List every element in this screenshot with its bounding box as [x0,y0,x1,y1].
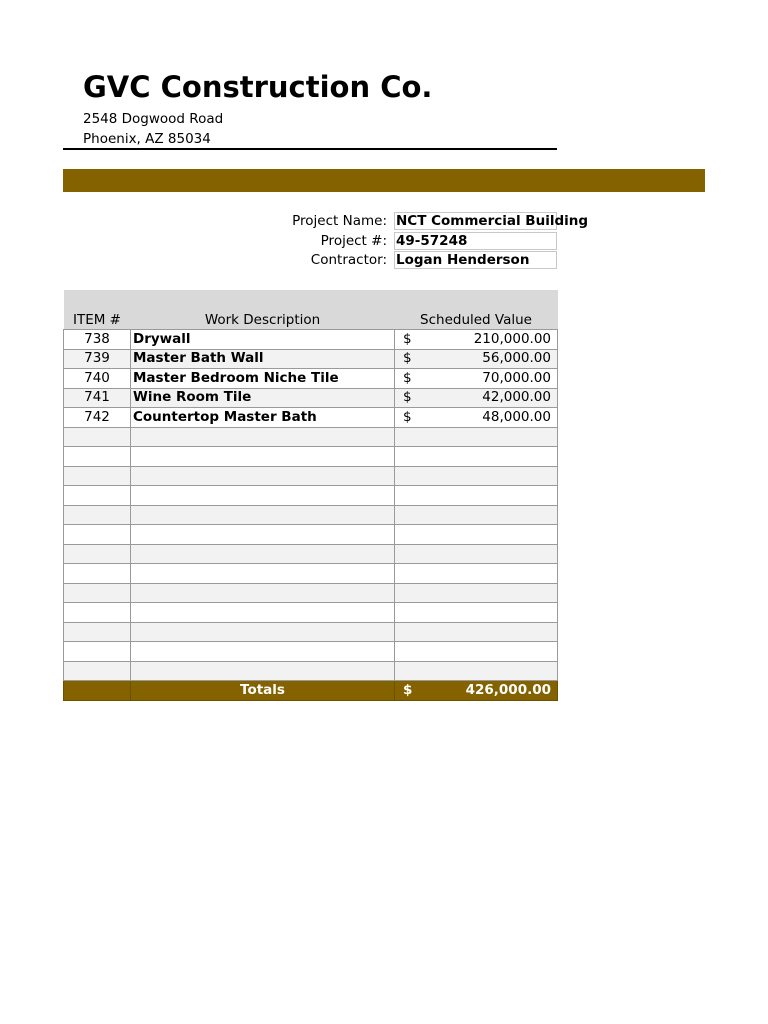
totals-value-cell[interactable] [395,681,558,701]
scheduled-value-cell[interactable] [395,642,558,662]
work-description-cell[interactable] [131,603,395,623]
contractor-label: Contractor: [310,252,387,268]
scheduled-value-cell[interactable] [395,330,558,350]
scheduled-value-cell[interactable] [395,603,558,623]
work-description-cell[interactable] [131,544,395,564]
item-number-cell[interactable] [64,661,131,681]
item-number-cell[interactable] [64,564,131,584]
table-row-empty [64,505,558,525]
work-description-cell[interactable]: Drywall [131,330,395,350]
amount: 210,000.00 [473,330,551,347]
table-row-empty [64,427,558,447]
scheduled-value-cell[interactable] [395,486,558,506]
company-name: GVC Construction Co. [83,70,433,104]
work-description-cell[interactable] [131,525,395,545]
table-body [64,330,558,701]
table-row [64,349,558,369]
table-row-empty [64,447,558,467]
table-row-empty [64,525,558,545]
amount: 56,000.00 [482,350,551,367]
column-header-value: Scheduled Value [395,290,558,330]
accent-banner [63,169,705,192]
scheduled-value-cell[interactable] [395,427,558,447]
scheduled-value-cell[interactable] [395,369,558,389]
work-description-cell[interactable] [131,622,395,642]
work-description-cell[interactable]: Master Bedroom Niche Tile [131,369,395,389]
table-row [64,388,558,408]
scheduled-value-cell[interactable] [395,408,558,428]
currency-symbol: $ [403,369,412,386]
scheduled-value-cell[interactable] [395,564,558,584]
address-line-2: Phoenix, AZ 85034 [83,131,211,147]
column-header-description: Work Description [131,290,395,330]
work-description-cell[interactable] [131,583,395,603]
scheduled-value-cell[interactable] [395,447,558,467]
table-row [64,369,558,389]
amount: 426,000.00 [465,681,551,698]
totals-row [64,681,558,701]
item-number-cell[interactable] [64,583,131,603]
scheduled-value-cell[interactable] [395,583,558,603]
table-row-empty [64,466,558,486]
table-row [64,408,558,428]
currency-symbol: $ [403,330,412,347]
amount: 42,000.00 [482,389,551,406]
table-row-empty [64,486,558,506]
item-number-cell[interactable] [64,447,131,467]
item-number-cell[interactable] [64,642,131,662]
work-description-cell[interactable]: Master Bath Wall [131,349,395,369]
project-name-field[interactable]: NCT Commercial Building [396,213,589,229]
column-header-item: ITEM # [64,290,131,330]
project-number-field[interactable]: 49-57248 [394,232,557,250]
item-number-cell[interactable] [64,486,131,506]
item-number-cell[interactable] [64,603,131,623]
project-name-label: Project Name: [292,213,387,229]
scheduled-value-cell[interactable] [395,388,558,408]
table-row-empty [64,544,558,564]
amount: 70,000.00 [482,369,551,386]
scheduled-value-cell[interactable] [395,622,558,642]
item-number-cell[interactable]: 742 [64,408,131,428]
item-number-cell[interactable]: 740 [64,369,131,389]
work-description-cell[interactable] [131,661,395,681]
table-row-empty [64,564,558,584]
table-row-empty [64,661,558,681]
table-row-empty [64,583,558,603]
header-divider [63,148,557,150]
item-number-cell[interactable] [64,544,131,564]
scheduled-value-cell[interactable] [395,349,558,369]
table-row-empty [64,622,558,642]
work-description-cell[interactable]: Wine Room Tile [131,388,395,408]
schedule-of-values-table [63,290,558,701]
item-number-cell[interactable] [64,622,131,642]
totals-spacer-cell [64,681,131,701]
amount: 48,000.00 [482,408,551,425]
work-description-cell[interactable] [131,427,395,447]
work-description-cell[interactable] [131,466,395,486]
work-description-cell[interactable] [131,486,395,506]
item-number-cell[interactable] [64,525,131,545]
work-description-cell[interactable]: Countertop Master Bath [131,408,395,428]
currency-symbol: $ [403,350,412,367]
table-row-empty [64,642,558,662]
item-number-cell[interactable] [64,427,131,447]
item-number-cell[interactable]: 739 [64,349,131,369]
project-number-label: Project #: [320,233,387,249]
currency-symbol: $ [403,408,412,425]
work-description-cell[interactable] [131,447,395,467]
scheduled-value-cell[interactable] [395,661,558,681]
table-row-empty [64,603,558,623]
totals-label: Totals [131,681,395,701]
address-line-1: 2548 Dogwood Road [83,111,224,127]
item-number-cell[interactable]: 741 [64,388,131,408]
scheduled-value-cell[interactable] [395,525,558,545]
currency-symbol: $ [403,389,412,406]
item-number-cell[interactable] [64,466,131,486]
work-description-cell[interactable] [131,505,395,525]
work-description-cell[interactable] [131,564,395,584]
work-description-cell[interactable] [131,642,395,662]
contractor-field[interactable]: Logan Henderson [394,251,557,269]
currency-symbol: $ [403,681,413,698]
item-number-cell[interactable]: 738 [64,330,131,350]
scheduled-value-cell[interactable] [395,544,558,564]
item-number-cell[interactable] [64,505,131,525]
table-row [64,330,558,350]
scheduled-value-cell[interactable] [395,466,558,486]
scheduled-value-cell[interactable] [395,505,558,525]
